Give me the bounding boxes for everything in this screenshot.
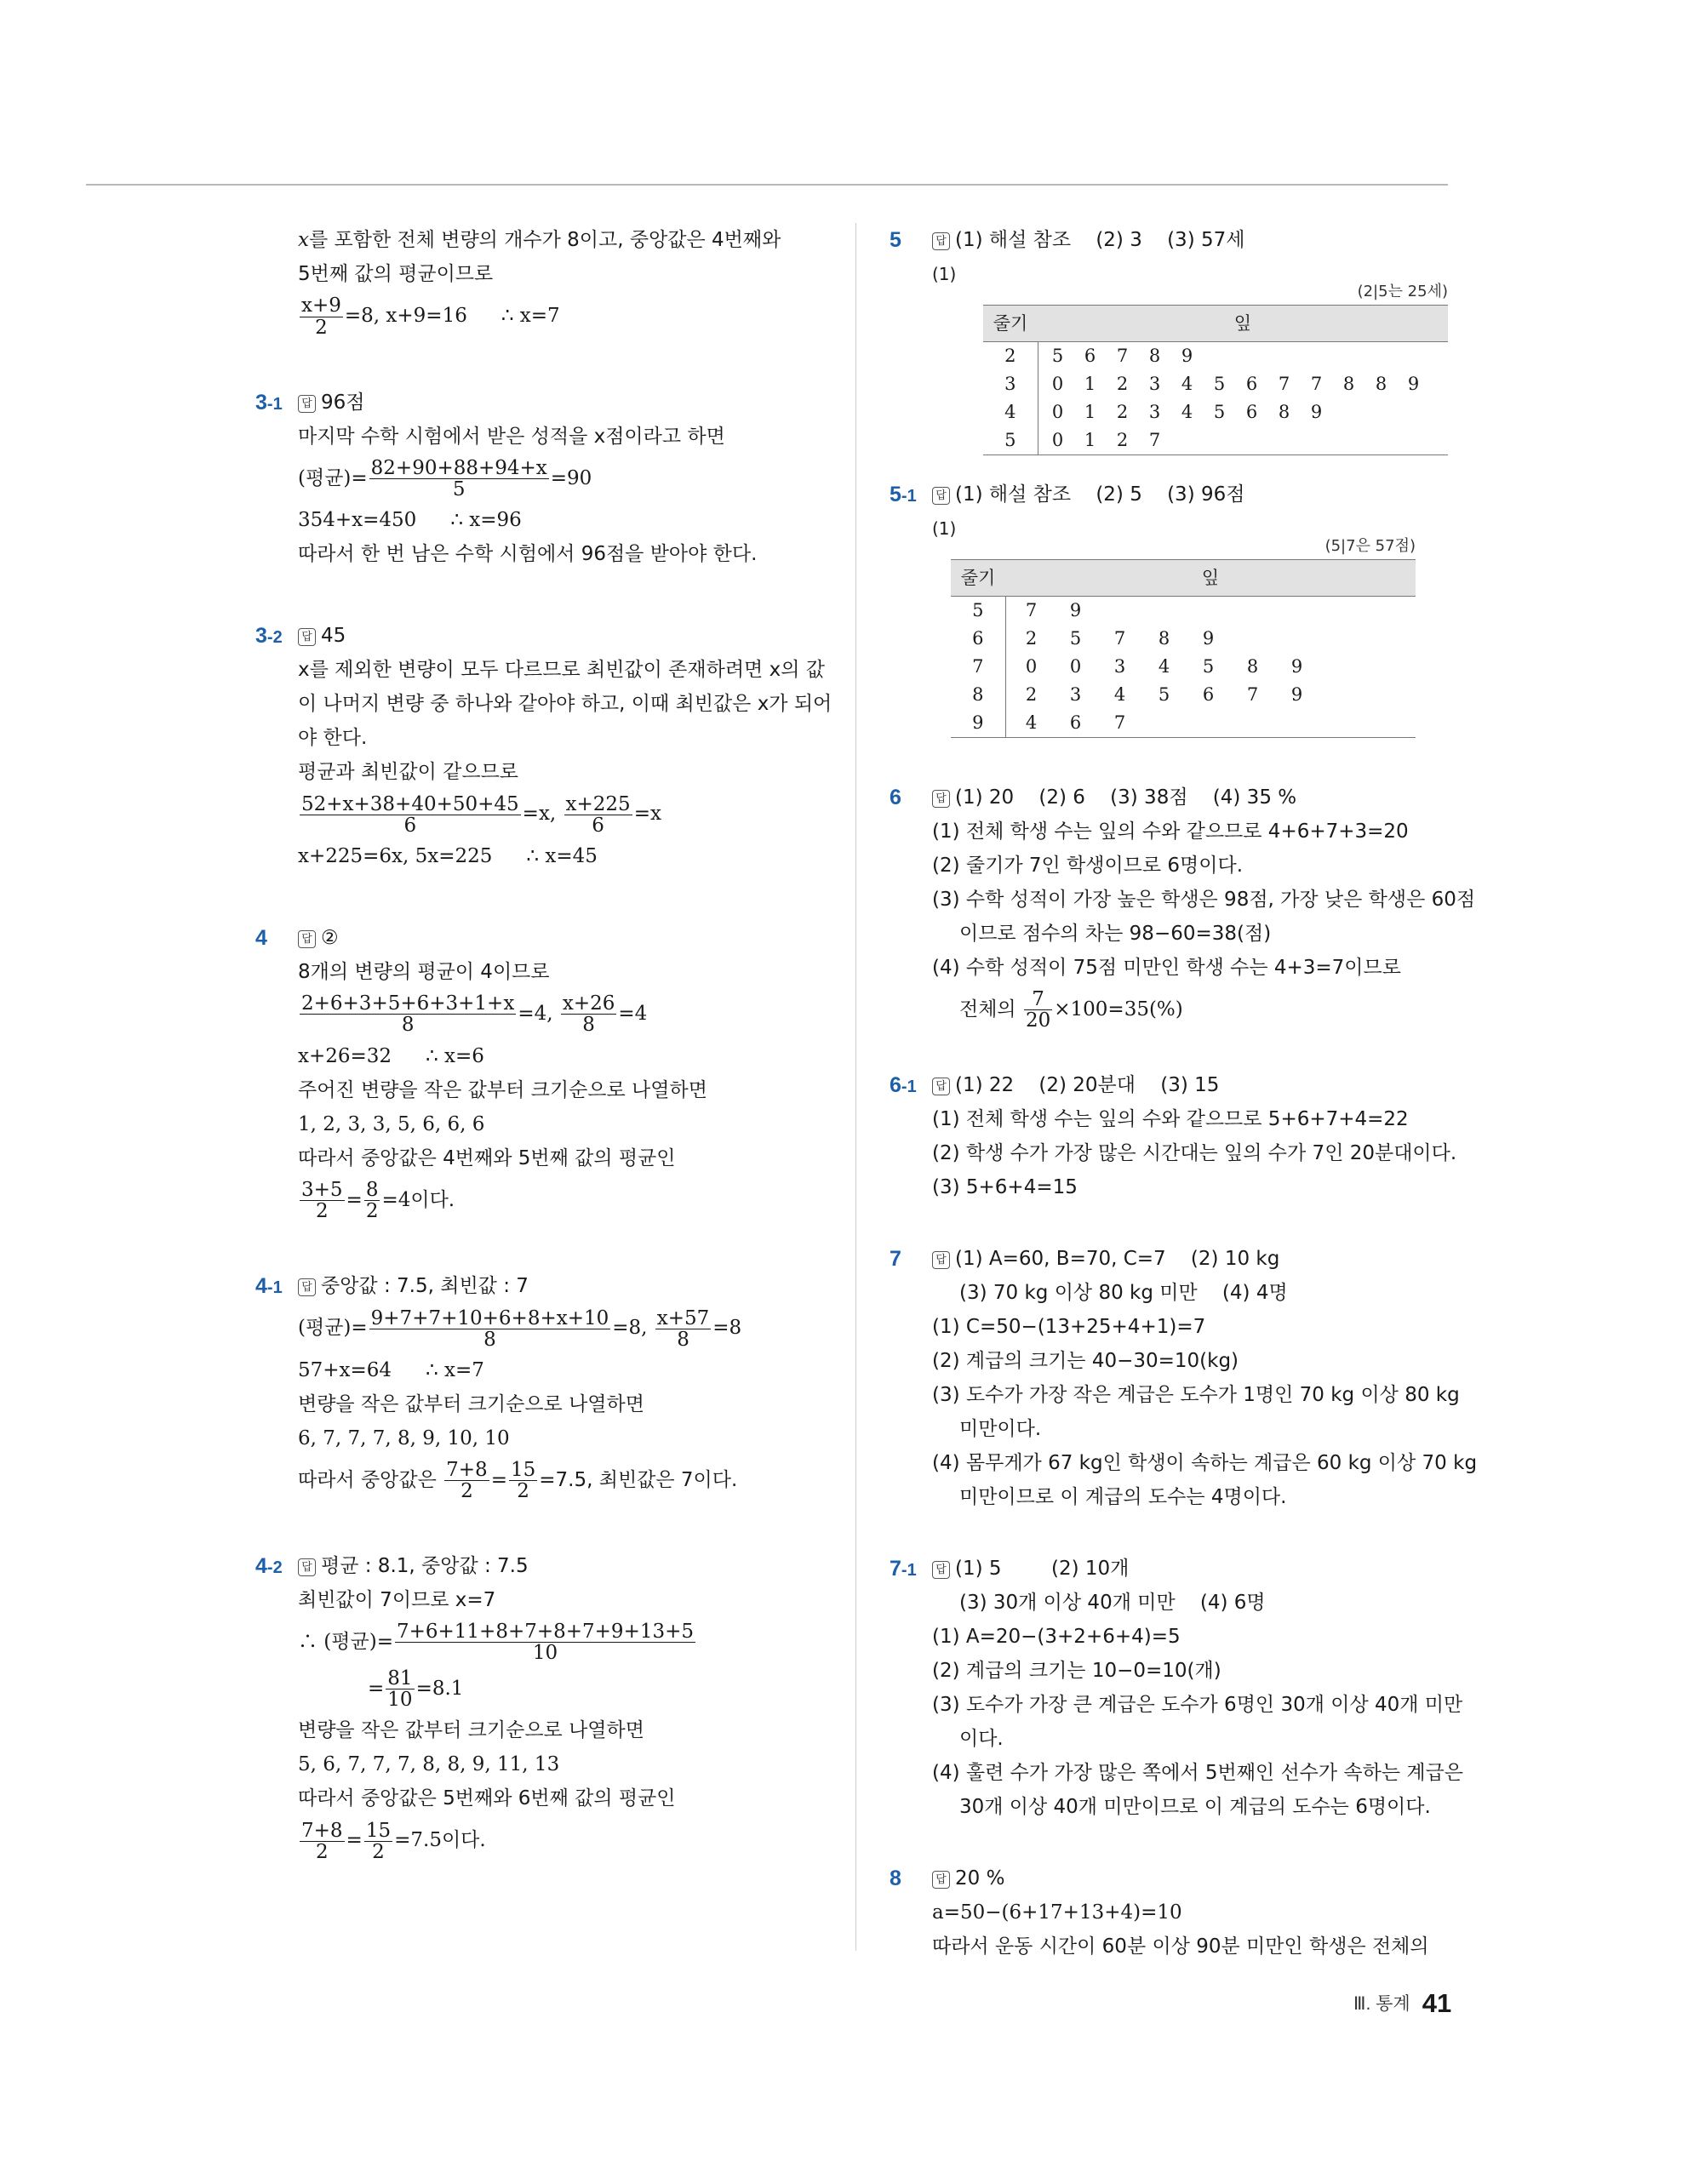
problem-number: 5 — [890, 228, 901, 252]
leaf-value: 5 — [1158, 684, 1170, 705]
leaf-value: 2 — [1116, 374, 1129, 394]
answer: (1) 5 (2) 10개 — [955, 1558, 1130, 1581]
problem-3-2: 3-2 답 45 x를 제외한 변량이 모두 다르므로 최빈값이 존재하려면 x의 값 이 나머지 변량 중 하나와 같아야 하고, 이때 최빈값은 x가 되어 야 한다. 평균과 최빈값이 같으므로 $\frac{52+x+38+40+50+45}{6}$ =x, $\frac{x+225}{6}$ =x x+225=6x, 5x=225 ∴ x=45 — [255, 619, 843, 873]
leaf-value: 5 — [1213, 402, 1226, 422]
answer: 중앙값 : 7.5, 최빈값 : 7 — [321, 1275, 529, 1298]
leaf-value: 4 — [1025, 712, 1038, 733]
header-rule — [86, 184, 1448, 186]
stem-row — [951, 625, 1416, 653]
leaf-value: 5 — [1051, 346, 1064, 366]
stem-row — [951, 653, 1416, 681]
left-column — [255, 223, 843, 1866]
stem-header: 줄기 — [951, 560, 1005, 597]
leaf-value: 8 — [1278, 402, 1290, 422]
leaf-cell — [1005, 681, 1416, 709]
leaf-value: 8 — [1158, 628, 1170, 649]
leaf-cell — [1038, 342, 1448, 371]
leaf-value: 3 — [1113, 656, 1126, 677]
answer-mark-icon: 답 — [298, 395, 316, 413]
fraction: $\frac{15}{2}$ — [365, 1819, 392, 1863]
problem-4: 4 답 ② 8개의 변량의 평균이 4이므로 $\frac{2+6+3+5+6+3+1+x}{8}$ =4, $\frac{x+26}{8}$ =4 x+26=32 ∴ x=6 주어진 변량을 작은 값부터 크기순으로 나열하면 1, 2, 3, 3, 5, 6, 6, 6 따라서 중앙값은 4번째와 5번째 값의 평균인 $\frac{3+5}{2}$ = $\frac{8}{2}$ =4이다. — [255, 921, 843, 1221]
stem-cell: 9 — [951, 709, 1005, 738]
problem-number: 4 — [255, 925, 267, 950]
answer: (1) A=60, B=70, C=7 (2) 10 kg — [955, 1248, 1280, 1271]
page-footer — [1353, 1988, 1451, 2019]
problem-4-1: 4-1 답 중앙값 : 7.5, 최빈값 : 7 (평균)= $\frac{9+7+7+10+6+8+x+10}{8}$ =8, $\frac{x+57}{8}$ =8 57+x=64 ∴ x=7 변량을 작은 값부터 크기순으로 나열하면 6, 7, 7, 7, 8, 9, 10, 10 따라서 중앙값은 $\frac{7+8}{2}$ = $\frac{15}{2}$ =7.5, 최빈값은 7이다. — [255, 1269, 843, 1501]
leaf-value: 6 — [1084, 346, 1096, 366]
answer: 96점 — [321, 391, 365, 414]
equation: $\frac{3+5}{2}$ = $\frac{8}{2}$ =4이다. — [301, 1178, 455, 1223]
leaf-value: 0 — [1051, 402, 1064, 422]
leaf-cell — [1038, 426, 1448, 455]
leaf-value: 2 — [1025, 684, 1038, 705]
stem-row — [951, 709, 1416, 738]
leaf-value: 9 — [1202, 628, 1215, 649]
answer-cont: (3) 30개 이상 40개 미만 (4) 6명 — [959, 1592, 1266, 1615]
equation: (평균)= $\frac{9+7+7+10+6+8+x+10}{8}$ =8, $\frac{x+57}{8}$ =8 — [298, 1306, 742, 1351]
intro-line2: 5번째 값의 평균이므로 — [298, 263, 494, 285]
intro-line1: 를 포함한 전체 변량의 개수가 8이고, 중앙값은 4번째와 — [308, 229, 781, 251]
answer-cont: (3) 70 kg 이상 80 kg 미만 (4) 4명 — [959, 1282, 1288, 1305]
leaf-value: 4 — [1158, 656, 1170, 677]
problem-6: 6 답 (1) 20 (2) 6 (3) 38점 (4) 35 % (1) 전체 학생 수는 잎의 수와 같으므로 4+6+7+3=20 (2) 줄기가 7인 학생이므로 6명이다. (3) 수학 성적이 가장 높은 학생은 98점, 가장 낮은 학생은 60점 이므로 점수의 차는 98−60=38(점) (4) 수학 성적이 75점 미만인 학생 수는 4+3=7이므로 전체의 $\frac{7}{20}$ ×100=35(%) — [890, 780, 1468, 1031]
stem-cell: 5 — [951, 597, 1005, 626]
stem-row — [983, 398, 1448, 426]
leaf-value: 5 — [1202, 656, 1215, 677]
answer: 45 — [321, 625, 346, 648]
stem-cell: 8 — [951, 681, 1005, 709]
answer-mark-icon: 답 — [932, 790, 950, 808]
fraction: $\frac{x+26}{8}$ — [562, 992, 615, 1037]
problem-number: 6-1 — [890, 1073, 917, 1098]
plot-note: (5|7은 57점) — [1324, 537, 1416, 555]
leaf-cell — [1005, 625, 1416, 653]
problem-number: 6 — [890, 786, 901, 809]
answer: (1) 20 (2) 6 (3) 38점 (4) 35 % — [955, 786, 1297, 809]
leaf-value: 3 — [1148, 374, 1161, 394]
leaf-value: 9 — [1290, 656, 1303, 677]
answer: 평균 : 8.1, 중앙값 : 7.5 — [321, 1554, 529, 1577]
fraction: $\frac{81}{10}$ — [387, 1667, 413, 1712]
leaf-value: 6 — [1245, 402, 1258, 422]
stem-row — [983, 342, 1448, 371]
leaf-header: 잎 — [1038, 306, 1448, 342]
fraction: $\frac{7+8}{2}$ — [446, 1458, 488, 1502]
fraction: $\frac{x+225}{6}$ — [565, 792, 631, 837]
stem-leaf-plot-5-1 — [951, 534, 1416, 738]
leaf-value: 8 — [1148, 346, 1161, 366]
problem-3-1: 3-1 답 96점 마지막 수학 시험에서 받은 성적을 x점이라고 하면 (평균)= $\frac{82+90+88+94+x}{5}$ =90 354+x=450 ∴ x=96 따라서 한 번 남은 수학 시험에서 96점을 받아야 한다. — [255, 386, 843, 572]
leaf-cell — [1038, 370, 1448, 398]
leaf-value: 7 — [1278, 374, 1290, 394]
stem-header: 줄기 — [983, 306, 1038, 342]
stem-cell: 7 — [951, 653, 1005, 681]
fraction: $\frac{15}{2}$ — [510, 1458, 536, 1502]
fraction: $\frac{82+90+88+94+x}{5}$ — [370, 457, 547, 501]
answer-mark-icon: 답 — [932, 487, 950, 505]
leaf-value: 9 — [1181, 346, 1193, 366]
leaf-value: 2 — [1025, 628, 1038, 649]
leaf-value: 6 — [1202, 684, 1215, 705]
leaf-cell — [1005, 709, 1416, 738]
stem-cell: 6 — [951, 625, 1005, 653]
leaf-value: 7 — [1025, 600, 1038, 620]
problem-number: 7 — [890, 1247, 901, 1272]
right-column — [890, 223, 1478, 1964]
fraction: $\frac{2+6+3+5+6+3+1+x}{8}$ — [301, 992, 515, 1037]
leaf-value: 7 — [1310, 374, 1323, 394]
equation: (평균)= $\frac{82+90+88+94+x}{5}$ =90 — [298, 457, 592, 501]
equation: 전체의 $\frac{7}{20}$ ×100=35(%) — [959, 987, 1183, 1032]
leaf-value: 1 — [1084, 430, 1096, 450]
problem-number: 4-2 — [255, 1553, 283, 1578]
stem-leaf-table — [983, 305, 1448, 455]
fraction: $\frac{3+5}{2}$ — [301, 1178, 343, 1223]
answer: 20 % — [955, 1867, 1005, 1890]
fraction: $\frac{x+9}{2}$ — [301, 294, 341, 339]
section-label: Ⅲ. 통계 — [1353, 1994, 1410, 2014]
leaf-value: 6 — [1069, 712, 1082, 733]
equation: ∴ (평균)= $\frac{7+6+11+8+7+8+7+9+13+5}{10}$ — [298, 1621, 695, 1665]
leaf-value: 9 — [1310, 402, 1323, 422]
fraction: $\frac{7+8}{2}$ — [301, 1819, 343, 1863]
leaf-value: 4 — [1181, 374, 1193, 394]
leaf-value: 0 — [1051, 374, 1064, 394]
problem-4-2: 4-2 답 평균 : 8.1, 중앙값 : 7.5 최빈값이 7이므로 x=7 ∴ (평균)= $\frac{7+6+11+8+7+8+7+9+13+5}{10}$ = $\frac{81}{10}$ =8.1 변량을 작은 값부터 크기순으로 나열하면 5, 6, 7, 7, 7, 8, 8, 9, 11, 13 따라서 중앙값은 5번째와 6번째 값의 평균인 $\frac{7+8}{2}$ = $\frac{15}{2}$ =7.5이다. — [255, 1549, 843, 1862]
fraction: $\frac{8}{2}$ — [365, 1178, 379, 1223]
stem-cell: 2 — [983, 342, 1038, 371]
stem-cell: 4 — [983, 398, 1038, 426]
leaf-value: 7 — [1113, 712, 1126, 733]
problem-number: 3-2 — [255, 624, 283, 649]
leaf-value: 9 — [1290, 684, 1303, 705]
leaf-cell — [1005, 597, 1416, 626]
equation: $\frac{52+x+38+40+50+45}{6}$ =x, $\frac{x+225}{6}$ =x — [301, 792, 661, 837]
problem-number: 5-1 — [890, 483, 917, 506]
leaf-value: 3 — [1069, 684, 1082, 705]
fraction: $\frac{7+6+11+8+7+8+7+9+13+5}{10}$ — [396, 1621, 695, 1665]
fraction: $\frac{x+57}{8}$ — [656, 1306, 710, 1351]
leaf-value: 7 — [1148, 430, 1161, 450]
fraction: $\frac{52+x+38+40+50+45}{6}$ — [301, 792, 519, 837]
leaf-value: 3 — [1148, 402, 1161, 422]
intro-solution — [255, 223, 843, 338]
answer-mark-icon: 답 — [298, 1558, 316, 1576]
leaf-header: 잎 — [1005, 560, 1416, 597]
plot-note: (2|5는 25세) — [1357, 283, 1448, 300]
answer-mark-icon: 답 — [932, 232, 950, 250]
answer: (1) 22 (2) 20분대 (3) 15 — [955, 1074, 1220, 1097]
equation: = $\frac{81}{10}$ =8.1 — [368, 1667, 464, 1712]
stem-leaf-plot-5 — [983, 279, 1448, 455]
intro-equation: $\frac{x+9}{2}$ =8, x+9=16 ∴ x=7 — [301, 294, 560, 339]
answer-mark-icon: 답 — [298, 930, 316, 948]
leaf-value: 0 — [1025, 656, 1038, 677]
problem-number: 8 — [890, 1867, 901, 1891]
leaf-cell — [1005, 653, 1416, 681]
answer: (1) 해설 참조 (2) 3 (3) 57세 — [955, 229, 1245, 251]
equation: 따라서 중앙값은 $\frac{7+8}{2}$ = $\frac{15}{2}$ =7.5, 최빈값은 7이다. — [298, 1458, 738, 1502]
leaf-value: 5 — [1213, 374, 1226, 394]
leaf-value: 2 — [1116, 402, 1129, 422]
leaf-value: 2 — [1116, 430, 1129, 450]
answer-mark-icon: 답 — [932, 1561, 950, 1579]
equation: $\frac{7+8}{2}$ = $\frac{15}{2}$ =7.5이다. — [301, 1819, 486, 1863]
leaf-value: 4 — [1113, 684, 1126, 705]
leaf-value: 1 — [1084, 374, 1096, 394]
leaf-value: 7 — [1246, 684, 1259, 705]
leaf-value: 6 — [1245, 374, 1258, 394]
problem-8: 8 답 20 % a=50−(6+17+13+4)=10 따라서 운동 시간이 60분 이상 90분 미만인 학생은 전체의 — [890, 1861, 1468, 1964]
fraction: $\frac{9+7+7+10+6+8+x+10}{8}$ — [370, 1306, 609, 1351]
leaf-value: 7 — [1116, 346, 1129, 366]
problem-5-1: 5-1 답 (1) 해설 참조 (2) 5 (3) 96점 (1) (5|7은 57점) 줄기 잎 5 7 9 6 2 5 7 8 9 7 0 0 3 4 5 8 9 8 2 3 4 5 6 7 9 9 4 6 7 — [890, 477, 1468, 738]
leaf-value: 8 — [1342, 374, 1355, 394]
stem-cell: 5 — [983, 426, 1038, 455]
equation: $\frac{2+6+3+5+6+3+1+x}{8}$ =4, $\frac{x+26}{8}$ =4 — [301, 992, 648, 1037]
leaf-value: 8 — [1246, 656, 1259, 677]
leaf-value: 9 — [1407, 374, 1420, 394]
column-divider — [855, 223, 856, 1951]
leaf-cell — [1038, 398, 1448, 426]
stem-row — [951, 681, 1416, 709]
leaf-value: 9 — [1069, 600, 1082, 620]
stem-leaf-table — [951, 559, 1416, 738]
leaf-value: 1 — [1084, 402, 1096, 422]
problem-number: 4-1 — [255, 1274, 283, 1299]
page-number: 41 — [1422, 1988, 1452, 2018]
leaf-value: 0 — [1051, 430, 1064, 450]
answer: (1) 해설 참조 (2) 5 (3) 96점 — [955, 483, 1245, 506]
answer: ② — [321, 926, 339, 949]
problem-6-1: 6-1 답 (1) 22 (2) 20분대 (3) 15 (1) 전체 학생 수는 잎의 수와 같으므로 5+6+7+4=22 (2) 학생 수가 가장 많은 시간대는 잎의 수가 7인 20분대이다. (3) 5+6+4=15 — [890, 1068, 1468, 1204]
answer-mark-icon: 답 — [298, 1278, 316, 1296]
var-x: x — [298, 229, 309, 251]
leaf-value: 5 — [1069, 628, 1082, 649]
problem-number: 3-1 — [255, 390, 283, 415]
answer-mark-icon: 답 — [932, 1251, 950, 1269]
answer-mark-icon: 답 — [298, 628, 316, 646]
leaf-value: 4 — [1181, 402, 1193, 422]
answer-mark-icon: 답 — [932, 1871, 950, 1889]
stem-row — [983, 426, 1448, 455]
fraction: $\frac{7}{20}$ — [1025, 987, 1051, 1032]
problem-5: 5 답 (1) 해설 참조 (2) 3 (3) 57세 (1) (2|5는 25세) 줄기 잎 2 5 6 7 8 9 3 0 1 2 3 4 5 6 7 7 8 8 9 4 0 1 2 3 4 5 6 8 9 5 0 1 2 7 — [890, 223, 1468, 455]
stem-row — [983, 370, 1448, 398]
problem-7-1: 7-1 답 (1) 5 (2) 10개 (3) 30개 이상 40개 미만 (4) 6명 (1) A=20−(3+2+6+4)=5 (2) 계급의 크기는 10−0=10(개) (3) 도수가 가장 큰 계급은 도수가 6명인 30개 이상 40개 미만 이다. (4) 훌련 수가 가장 많은 쪽에서 5번째인 선수가 속하는 계급은 30개 이상 40개 미만이므로 이 계급의 도수는 6명이다. — [890, 1552, 1468, 1824]
stem-cell: 3 — [983, 370, 1038, 398]
leaf-value: 0 — [1069, 656, 1082, 677]
leaf-value: 8 — [1375, 374, 1387, 394]
problem-number: 7-1 — [890, 1557, 917, 1581]
answer-mark-icon: 답 — [932, 1078, 950, 1095]
stem-row — [951, 597, 1416, 626]
problem-7: 7 답 (1) A=60, B=70, C=7 (2) 10 kg (3) 70 kg 이상 80 kg 미만 (4) 4명 (1) C=50−(13+25+4+1)=7 (2) 계급의 크기는 40−30=10(kg) (3) 도수가 가장 작은 계급은 도수가 1명인 70 kg 이상 80 kg 미만이다. (4) 몸무게가 67 kg인 학생이 속하는 계급은 60 kg 이상 70 kg 미만이므로 이 계급의 도수는 4명이다. — [890, 1242, 1468, 1514]
leaf-value: 7 — [1113, 628, 1126, 649]
